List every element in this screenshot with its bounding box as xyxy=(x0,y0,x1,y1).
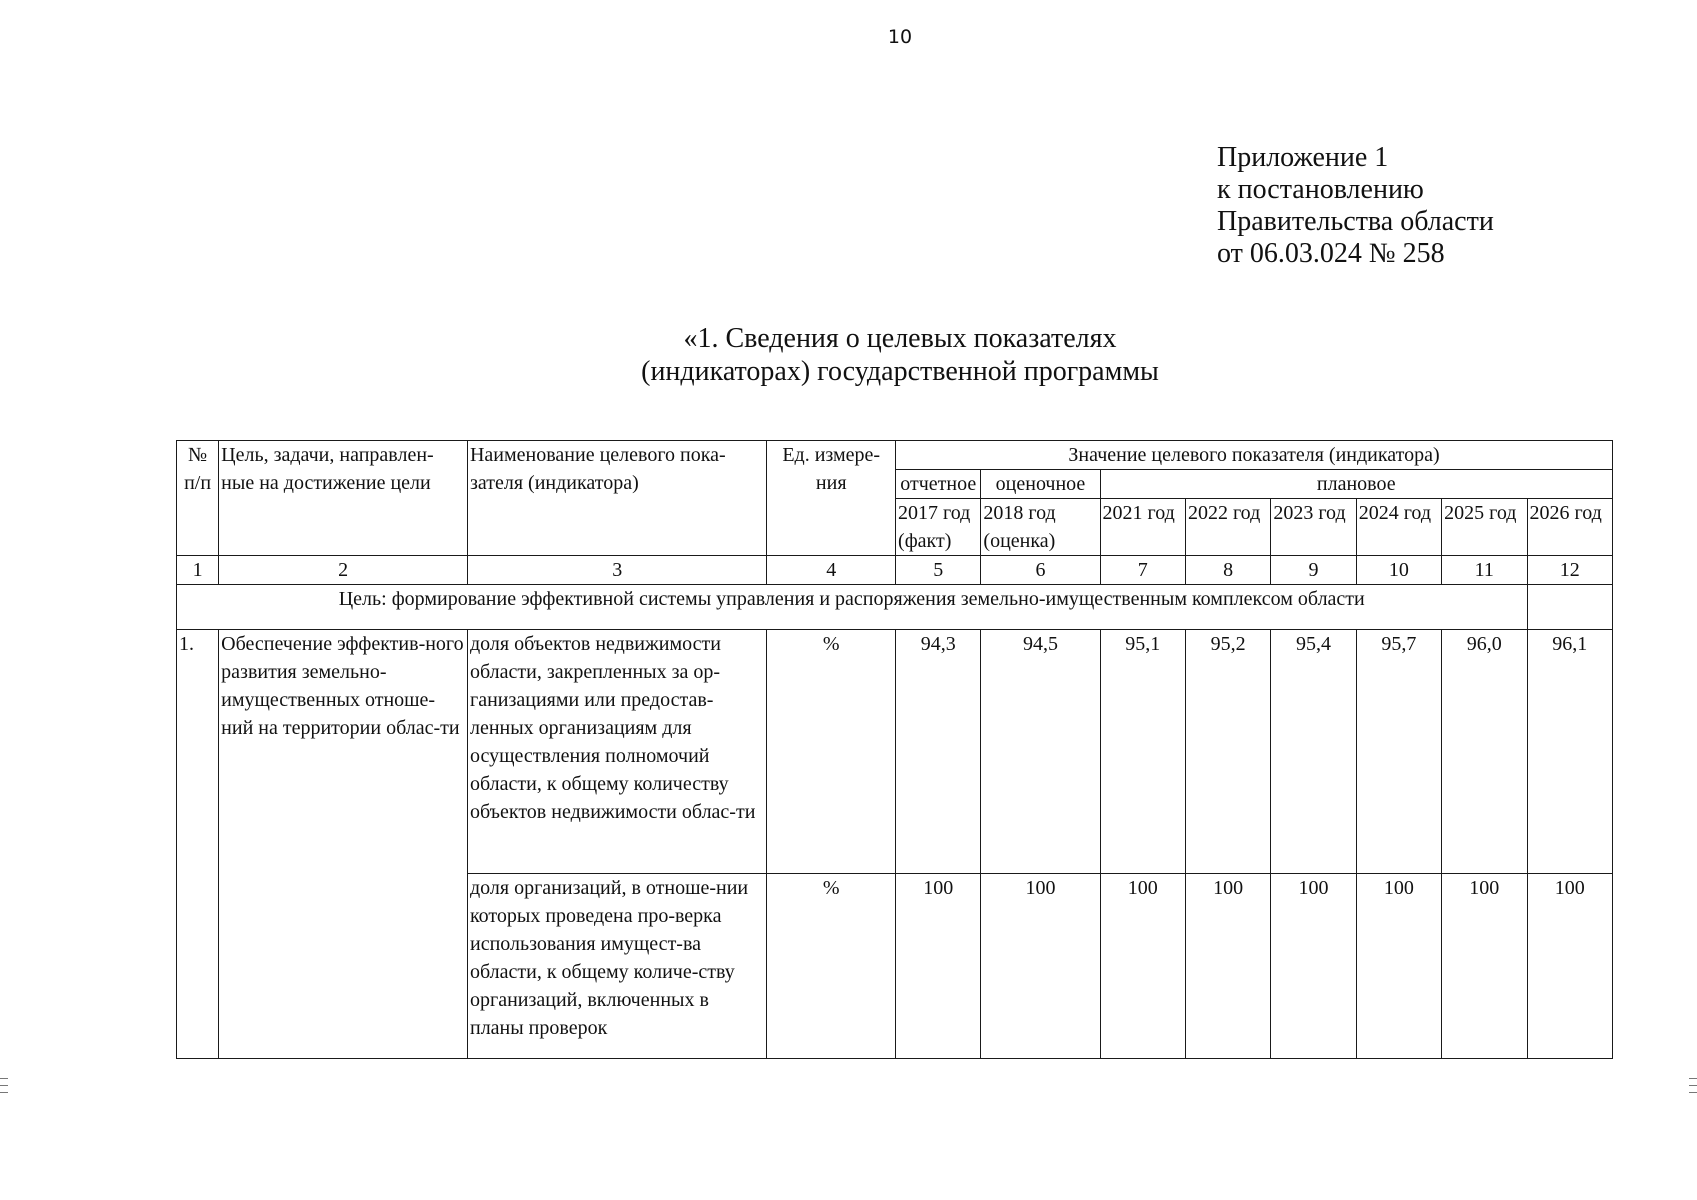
value-2018: 94,5 xyxy=(981,630,1100,874)
annex-line-2: к постановлению xyxy=(1217,174,1424,205)
header-year-2017 xyxy=(896,499,981,556)
column-number: 8 xyxy=(1185,556,1270,585)
scan-margin-mark xyxy=(1689,1092,1697,1093)
column-number: 2 xyxy=(219,556,468,585)
title-line-2: (индикаторах) государственной программы xyxy=(641,356,1159,387)
value-2026: 96,1 xyxy=(1527,630,1613,874)
header-value-group: Значение целевого показателя (индикатора) xyxy=(896,441,1613,470)
annex-line-1: Приложение 1 xyxy=(1217,142,1389,173)
column-number: 4 xyxy=(767,556,896,585)
value-2021: 95,1 xyxy=(1100,630,1185,874)
header-year-2017-line-1: 2017 год xyxy=(898,502,971,524)
value-2022: 95,2 xyxy=(1185,630,1270,874)
header-year-2022: 2022 год xyxy=(1185,499,1270,556)
header-row-1 xyxy=(177,441,1613,470)
annex-line-4: от 06.03.024 № 258 xyxy=(1217,238,1445,269)
column-number-row xyxy=(177,556,1613,585)
value-2026: 100 xyxy=(1527,874,1613,1059)
header-year-2018-line-2: (оценка) xyxy=(983,530,1056,552)
indicator-name: доля организаций, в отноше-нии которых проведена про-верка использования имущест-ва области, к общему количе-ству организаций, включенных в планы проверок xyxy=(467,874,766,1059)
column-number: 7 xyxy=(1100,556,1185,585)
value-2018: 100 xyxy=(981,874,1100,1059)
page-number: 10 xyxy=(887,26,913,48)
annex-line-3: Правительства области xyxy=(1217,206,1494,237)
column-number: 10 xyxy=(1356,556,1441,585)
column-number: 12 xyxy=(1527,556,1613,585)
column-number: 3 xyxy=(467,556,766,585)
header-year-2023: 2023 год xyxy=(1271,499,1356,556)
column-number: 6 xyxy=(981,556,1100,585)
goal-row xyxy=(177,585,1613,630)
header-estimated: оценочное xyxy=(981,470,1100,499)
column-number: 1 xyxy=(177,556,219,585)
header-year-2024: 2024 год xyxy=(1356,499,1441,556)
indicator-name: доля объектов недвижимости области, закрепленных за ор-ганизациями или предостав-ленных организациям для осуществления полномочий области, к общему количеству объектов недвижимости облас-ти xyxy=(467,630,766,874)
value-2017: 94,3 xyxy=(896,630,981,874)
value-2023: 100 xyxy=(1271,874,1356,1059)
title-line-1: «1. Сведения о целевых показателях xyxy=(683,323,1117,354)
scan-margin-mark xyxy=(0,1092,8,1093)
indicators-table xyxy=(176,440,1613,1059)
row-number: 1. xyxy=(177,630,219,1059)
header-year-2017-line-2: (факт) xyxy=(898,530,952,552)
column-number: 5 xyxy=(896,556,981,585)
column-number: 9 xyxy=(1271,556,1356,585)
annex-header xyxy=(1217,142,1494,270)
value-2024: 100 xyxy=(1356,874,1441,1059)
header-year-2021: 2021 год xyxy=(1100,499,1185,556)
header-num: № п/п xyxy=(177,441,219,556)
goal-empty-cell xyxy=(1527,585,1613,630)
value-2021: 100 xyxy=(1100,874,1185,1059)
scan-margin-mark xyxy=(1689,1078,1697,1079)
value-2025: 100 xyxy=(1442,874,1527,1059)
header-year-2026: 2026 год xyxy=(1527,499,1613,556)
indicator-unit: % xyxy=(767,874,896,1059)
scan-margin-mark xyxy=(0,1078,8,1079)
column-number: 11 xyxy=(1442,556,1527,585)
header-planned: плановое xyxy=(1100,470,1612,499)
header-goal-tasks: Цель, задачи, направлен-ные на достижение цели xyxy=(219,441,468,556)
value-2023: 95,4 xyxy=(1271,630,1356,874)
header-reported: отчетное xyxy=(896,470,981,499)
header-year-2025: 2025 год xyxy=(1442,499,1527,556)
value-2025: 96,0 xyxy=(1442,630,1527,874)
header-year-2018-line-1: 2018 год xyxy=(983,502,1056,524)
header-indicator-name: Наименование целевого пока-зателя (индикатора) xyxy=(467,441,766,556)
header-unit: Ед. измере-ния xyxy=(767,441,896,556)
scan-margin-mark xyxy=(0,1085,8,1086)
header-year-2018 xyxy=(981,499,1100,556)
value-2024: 95,7 xyxy=(1356,630,1441,874)
goal-text: Цель: формирование эффективной системы управления и распоряжения земельно-имущественным комплексом области xyxy=(177,585,1528,630)
scan-margin-mark xyxy=(1689,1085,1697,1086)
table-row xyxy=(177,630,1613,874)
value-2017: 100 xyxy=(896,874,981,1059)
indicator-unit: % xyxy=(767,630,896,874)
value-2022: 100 xyxy=(1185,874,1270,1059)
document-title xyxy=(500,322,1300,388)
task-text: Обеспечение эффектив-ного развития земельно-имущественных отноше-ний на территории облас-ти xyxy=(219,630,468,1059)
